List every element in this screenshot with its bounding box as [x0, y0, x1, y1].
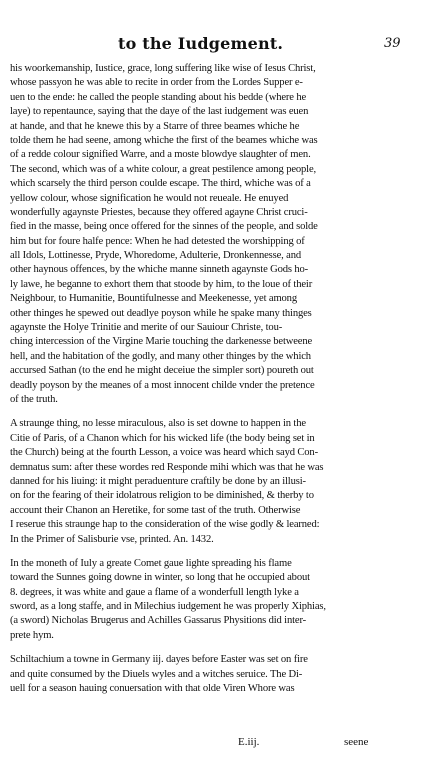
text-line: yellow colour, whose signification he would not reueale. He enuyed	[10, 192, 289, 204]
text-line: ching intercession of the Virgine Marie touching the darkenesse betweene	[10, 336, 313, 348]
paragraph-comet	[10, 557, 372, 643]
page-footer	[0, 736, 431, 754]
text-line: sword, as a long staffe, and in Milechius iudgement he was properly Xiphias,	[10, 601, 326, 613]
text-line: which scarsely the third person coulde escape. The third, whiche was of a	[10, 178, 311, 190]
running-title: to the Iudgement.	[118, 34, 284, 53]
text-line: other thinges he spewed out deadlye poyson while he spake many thinges	[10, 307, 312, 319]
text-line: deadly poyson by the meanes of a most innocent childe vnder the pretence	[10, 379, 315, 391]
text-line: of the truth.	[10, 393, 58, 405]
paragraph-paris-chanon	[10, 417, 372, 547]
text-line: danned for his liuing: it might peraduenture craftily be done by an illusi-	[10, 475, 306, 487]
text-line: other haynous offences, by the whiche manne sinneth agaynste Gods ho-	[10, 264, 309, 276]
text-line: at hande, and that he knewe this by a Starre of three beames whiche he	[10, 120, 300, 132]
text-line: Schiltachium a towne in Germany iij. dayes before Easter was set on fire	[10, 654, 308, 666]
text-line: of a redde colour signified Warre, and a moste blowdye slaughter of men.	[10, 149, 311, 161]
text-line: the Church) being at the fourth Lesson, a voice was heard which sayd Con-	[10, 447, 318, 459]
text-line: I reserue this straunge hap to the consideration of the wise godly & learned:	[10, 519, 320, 531]
body-text	[10, 62, 372, 696]
text-line: In the moneth of Iuly a greate Comet gaue lighte spreading his flame	[10, 557, 292, 569]
paragraph-cherubinus-vision	[10, 62, 372, 407]
text-line: laye) to repentaunce, saying that the daye of the last iudgement was euen	[10, 106, 309, 118]
text-line: ly lawe, he beganne to exhort them that stoode by him, to the loue of their	[10, 278, 313, 290]
text-line: uen to the ende: he called the people standing about his bedde (where he	[10, 91, 307, 103]
text-line: The second, which was of a white colour, a great pestilence among people,	[10, 163, 317, 175]
text-line: uell for a season hauing conuersation with that olde Viren Whore was	[10, 683, 295, 695]
text-line: whose passyon he was able to recite in order from the Lordes Supper e-	[10, 77, 303, 89]
text-line: A straunge thing, no lesse miraculous, also is set downe to happen in the	[10, 418, 306, 430]
text-line: his woorkemanship, Iustice, grace, long suffering like wise of Iesus Christ,	[10, 63, 316, 74]
text-line: accursed Sathan (to the end he might deceiue the simpler sort) poureth out	[10, 365, 314, 377]
text-line: fied in the masse, being once offered for the sinnes of the people, and solde	[10, 221, 318, 233]
text-line: all Idols, Lottinesse, Pryde, Whoredome, Adulterie, Dronkennesse, and	[10, 250, 302, 262]
text-line: him but for foure halfe pence: When he had detested the worshipping of	[10, 235, 305, 247]
text-line: Citie of Paris, of a Chanon which for his wicked life (the body being set in	[10, 432, 315, 444]
text-line: demnatus sum: after these wordes red Responde mihi which was that he was	[10, 461, 324, 473]
text-line: agaynste the Holye Trinitie and merite of our Sauiour Christe, tou-	[10, 322, 283, 334]
text-line: In the Primer of Salisburie vse, printed. An. 1432.	[10, 533, 214, 545]
text-line: hell, and the habitation of the godly, and many other thinges by the which	[10, 350, 311, 362]
catchword: seene	[344, 736, 369, 748]
text-line: Neighbour, to Humanitie, Bountifulnesse and Meekenesse, yet among	[10, 293, 297, 305]
text-line: prete hym.	[10, 629, 54, 641]
text-line: on for the fearing of their idolatrous religion to be diminished, & therby to	[10, 490, 314, 502]
text-line: 8. degrees, it was white and gaue a flame of a wonderfull length lyke a	[10, 586, 299, 598]
text-line: (a sword) Nicholas Brugerus and Achilles Gassarus Physitions did inter-	[10, 615, 307, 627]
page-number: 39	[384, 36, 401, 51]
text-line: and quite consumed by the Diuels wyles and a witches seruice. The Di-	[10, 668, 303, 680]
signature-mark: E.iij.	[238, 736, 260, 748]
running-head	[0, 34, 431, 60]
paragraph-schiltachium	[10, 653, 372, 696]
text-line: tolde them he had seene, among whiche the first of the beames whiche was	[10, 134, 318, 146]
text-line: toward the Sunnes going downe in winter, so long that he occupied about	[10, 572, 310, 584]
text-line: account their Chanon an Heretike, for some tast of the truth. Otherwise	[10, 504, 301, 516]
text-line: wonderfully agaynste Priestes, because they offered agayne Christ cruci-	[10, 206, 308, 218]
